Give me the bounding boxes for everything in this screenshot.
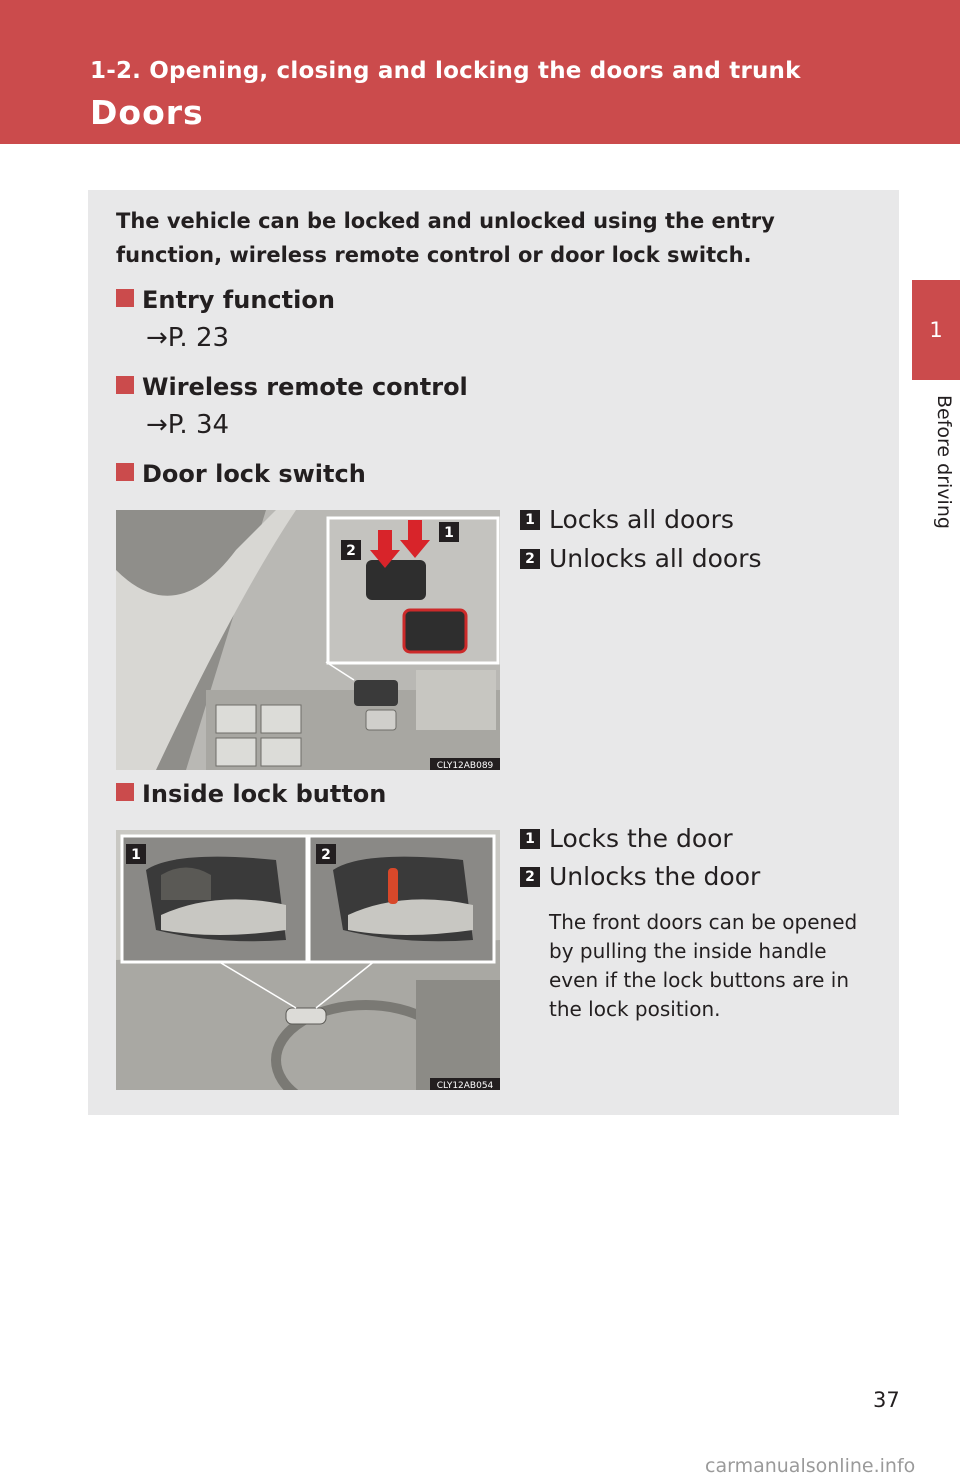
inside-lock-button-photo (116, 830, 500, 1090)
callout-text: Locks the door (549, 824, 733, 853)
callout-text: Locks all doors (549, 505, 734, 534)
callout-text: Unlocks all doors (549, 544, 762, 573)
callout-locks-the-door (520, 824, 733, 853)
bullet-square-icon (116, 289, 134, 307)
heading-entry-function (116, 286, 335, 314)
svg-text:2: 2 (321, 847, 331, 863)
svg-text:1: 1 (444, 525, 454, 541)
callout-locks-all-doors (520, 505, 734, 534)
page-title: Doors (90, 93, 204, 132)
heading-entry-function-text: Entry function (142, 286, 335, 314)
section-label: 1-2. Opening, closing and locking the doors and trunk (90, 58, 801, 84)
bullet-square-icon (116, 783, 134, 801)
image-code: CLY12AB089 (436, 761, 494, 770)
svg-text:1: 1 (131, 847, 141, 863)
note-paragraph: The front doors can be opened by pulling the inside handle even if the lock buttons are in the lock position. (549, 910, 858, 1021)
heading-inside-lock-button (116, 780, 386, 808)
heading-door-lock-switch-text: Door lock switch (142, 460, 366, 488)
image-code: CLY12AB054 (436, 1081, 494, 1090)
heading-wireless-remote-text: Wireless remote control (142, 373, 468, 401)
number-badge: 2 (520, 867, 540, 887)
chapter-tab-number: 1 (929, 318, 943, 342)
number-badge: 1 (520, 510, 540, 530)
callout-unlocks-the-door (520, 862, 760, 891)
chapter-tab-label: Before driving (933, 395, 955, 529)
number-badge: 2 (520, 549, 540, 569)
number-badge: 1 (520, 829, 540, 849)
door-lock-switch-photo (116, 510, 500, 770)
callout-text: Unlocks the door (549, 862, 761, 891)
bullet-square-icon (116, 376, 134, 394)
ref-wireless-remote[interactable]: →P. 34 (146, 410, 230, 440)
heading-door-lock-switch (116, 460, 366, 488)
intro-paragraph: The vehicle can be locked and unlocked using the entry function, wireless remote control or door lock switch. (116, 209, 775, 267)
chapter-tab[interactable] (912, 280, 960, 380)
ref-entry-function[interactable]: →P. 23 (146, 323, 230, 353)
bullet-square-icon (116, 463, 134, 481)
heading-wireless-remote (116, 373, 468, 401)
watermark[interactable]: carmanualsonline.info (705, 1455, 916, 1477)
page-number: 37 (873, 1388, 900, 1412)
svg-text:2: 2 (346, 543, 356, 559)
heading-inside-lock-button-text: Inside lock button (142, 780, 387, 808)
callout-unlocks-all-doors (520, 544, 762, 573)
